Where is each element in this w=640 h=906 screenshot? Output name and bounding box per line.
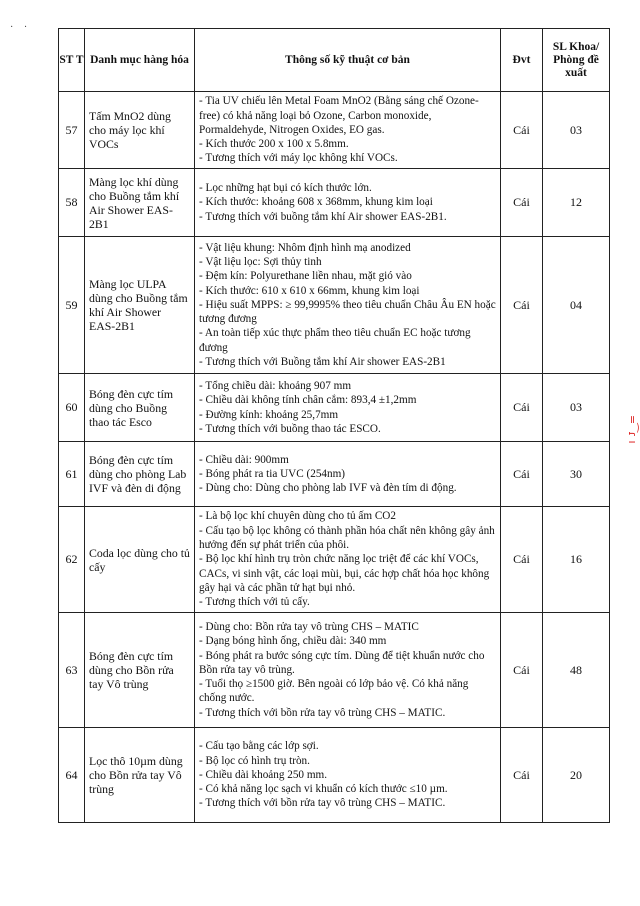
spec-line: - Hiệu suất MPPS: ≥ 99,9995% theo tiêu chuẩn Châu Âu EN hoặc tương đương	[199, 298, 496, 326]
row-qty: 48	[543, 613, 610, 728]
spec-line: - Là bộ lọc khí chuyên dùng cho tủ ấm CO2	[199, 510, 396, 523]
spec-line: - Bộ lọc khí hình trụ tròn chức năng lọc triệt để các khí VOCs, CACs, vi sinh vật, các loại mùi, bụi, các hợp chất hóa học không gây hại và các phần tử hạt bụi nhỏ.	[199, 553, 490, 594]
spec-line: - Chiều dài khoảng 250 mm.	[199, 768, 328, 781]
row-qty: 20	[543, 728, 610, 823]
row-spec	[195, 613, 501, 728]
spec-line: - Kích thước: khoảng 608 x 368mm, khung kim loại	[199, 196, 433, 209]
spec-line: - Tương thích với bồn rửa tay vô trùng CHS – MATIC.	[199, 797, 446, 810]
spec-line: - Chiều dài: 900mm	[199, 453, 289, 466]
spec-line: - Tương thích với tủ cấy.	[199, 596, 310, 609]
row-stt: 64	[59, 728, 85, 823]
spec-line: - Chiều dài không tính chân cắm: 893,4 ±1,2mm	[199, 394, 417, 407]
table-row	[59, 169, 610, 237]
row-stt: 61	[59, 442, 85, 507]
spec-line: - Cấu tạo bằng các lớp sợi.	[199, 740, 319, 753]
row-spec	[195, 374, 501, 442]
spec-line: - Đệm kín: Polyurethane liền nhau, mặt gió vào	[199, 270, 412, 283]
spec-line: - Có khả năng lọc sạch vi khuẩn có kích thước ≤10 µm.	[199, 783, 448, 796]
row-unit: Cái	[501, 374, 543, 442]
table-header-row	[59, 29, 610, 92]
spec-line: - Tương thích với Buồng tắm khí Air shower EAS-2B1	[199, 356, 446, 369]
header-qty: SL Khoa/ Phòng đề xuất	[543, 29, 610, 92]
header-unit: Đvt	[501, 29, 543, 92]
table-row	[59, 92, 610, 169]
row-spec	[195, 169, 501, 237]
spec-line: - Bộ lọc có hình trụ tròn.	[199, 754, 310, 767]
spec-line: - Tia UV chiếu lên Metal Foam MnO2 (Bằng sáng chế Ozone-free) có khả năng loại bỏ Ozone, Carbon monoxide, Pormaldehyde, Nitrogen Oxides, EO gas.	[199, 95, 479, 136]
table-row	[59, 728, 610, 823]
table-row	[59, 374, 610, 442]
row-unit: Cái	[501, 507, 543, 613]
row-item-name: Lọc thô 10µm dùng cho Bồn rửa tay Vô trùng	[85, 728, 195, 823]
row-spec	[195, 728, 501, 823]
spec-line: - Tương thích với máy lọc không khí VOCs.	[199, 152, 398, 165]
header-stt: ST T	[59, 29, 85, 92]
spec-line: - Bóng phát ra tia UVC (254nm)	[199, 467, 346, 480]
spec-line: - Dạng bóng hình ống, chiều dài: 340 mm	[199, 635, 387, 648]
row-stt: 63	[59, 613, 85, 728]
row-unit: Cái	[501, 92, 543, 169]
table-row	[59, 237, 610, 374]
row-qty: 16	[543, 507, 610, 613]
spec-line: - Vật liệu khung: Nhôm định hình mạ anodized	[199, 241, 411, 254]
spec-line: - Tương thích với bồn rửa tay vô trùng CHS – MATIC.	[199, 706, 446, 719]
spec-line: - Dùng cho: Dùng cho phòng lab IVF và đèn tím di động.	[199, 482, 457, 495]
header-spec: Thông số kỹ thuật cơ bản	[195, 29, 501, 92]
row-item-name: Màng lọc ULPA dùng cho Buồng tắm khí Air Shower EAS-2B1	[85, 237, 195, 374]
row-spec	[195, 507, 501, 613]
row-stt: 58	[59, 169, 85, 237]
row-item-name: Bóng đèn cực tím dùng cho Buồng thao tác Esco	[85, 374, 195, 442]
spec-line: - Tuổi thọ ≥1500 giờ. Bên ngoài có lớp bảo vệ. Có khả năng chống nước.	[199, 678, 469, 705]
spec-line: - Tương thích với buồng thao tác ESCO.	[199, 422, 381, 435]
spec-line: - Tương thích với buồng tắm khí Air shower EAS-2B1.	[199, 210, 447, 223]
spec-line: - Đường kính: khoảng 25,7mm	[199, 408, 339, 421]
table-row	[59, 613, 610, 728]
spec-line: - Bóng phát ra bước sóng cực tím. Dùng để tiệt khuẩn nước cho Bồn rửa tay vô trùng.	[199, 649, 485, 676]
row-item-name: Coda lọc dùng cho tủ cấy	[85, 507, 195, 613]
row-unit: Cái	[501, 169, 543, 237]
row-item-name: Màng lọc khí dùng cho Buồng tắm khí Air Shower EAS-2B1	[85, 169, 195, 237]
row-item-name: Bóng đèn cực tím dùng cho phòng Lab IVF và đèn di động	[85, 442, 195, 507]
row-spec	[195, 237, 501, 374]
row-unit: Cái	[501, 728, 543, 823]
margin-stamp-mark: = ͡ ɾ ı	[626, 415, 639, 444]
row-item-name: Bóng đèn cực tím dùng cho Bồn rửa tay Vô trùng	[85, 613, 195, 728]
row-stt: 62	[59, 507, 85, 613]
spec-line: - Lọc những hạt bụi có kích thước lớn.	[199, 182, 372, 195]
row-unit: Cái	[501, 442, 543, 507]
row-qty: 04	[543, 237, 610, 374]
scan-specks: · ·	[10, 22, 32, 33]
row-unit: Cái	[501, 237, 543, 374]
row-qty: 12	[543, 169, 610, 237]
spec-line: - Cấu tạo bộ lọc không có thành phần hóa chất nên không gây ảnh hưởng đến sự phát triển của phôi.	[199, 524, 495, 552]
row-stt: 57	[59, 92, 85, 169]
table-row	[59, 442, 610, 507]
spec-line: - Vật liệu lọc: Sợi thủy tinh	[199, 255, 322, 268]
row-stt: 60	[59, 374, 85, 442]
row-qty: 03	[543, 92, 610, 169]
spec-line: - Kích thước 200 x 100 x 5.8mm.	[199, 138, 349, 151]
row-unit: Cái	[501, 613, 543, 728]
row-spec	[195, 442, 501, 507]
row-item-name: Tấm MnO2 dùng cho máy lọc khí VOCs	[85, 92, 195, 169]
table-row	[59, 507, 610, 613]
spec-line: - Kích thước: 610 x 610 x 66mm, khung kim loại	[199, 284, 420, 297]
goods-table	[58, 28, 610, 823]
row-stt: 59	[59, 237, 85, 374]
row-spec	[195, 92, 501, 169]
row-qty: 03	[543, 374, 610, 442]
header-category: Danh mục hàng hóa	[85, 29, 195, 92]
spec-line: - An toàn tiếp xúc thực phẩm theo tiêu chuẩn EC hoặc tương đương	[199, 327, 471, 354]
row-qty: 30	[543, 442, 610, 507]
spec-line: - Tổng chiều dài: khoảng 907 mm	[199, 379, 352, 392]
spec-line: - Dùng cho: Bồn rửa tay vô trùng CHS – MATIC	[199, 620, 419, 633]
table-body	[59, 92, 610, 823]
